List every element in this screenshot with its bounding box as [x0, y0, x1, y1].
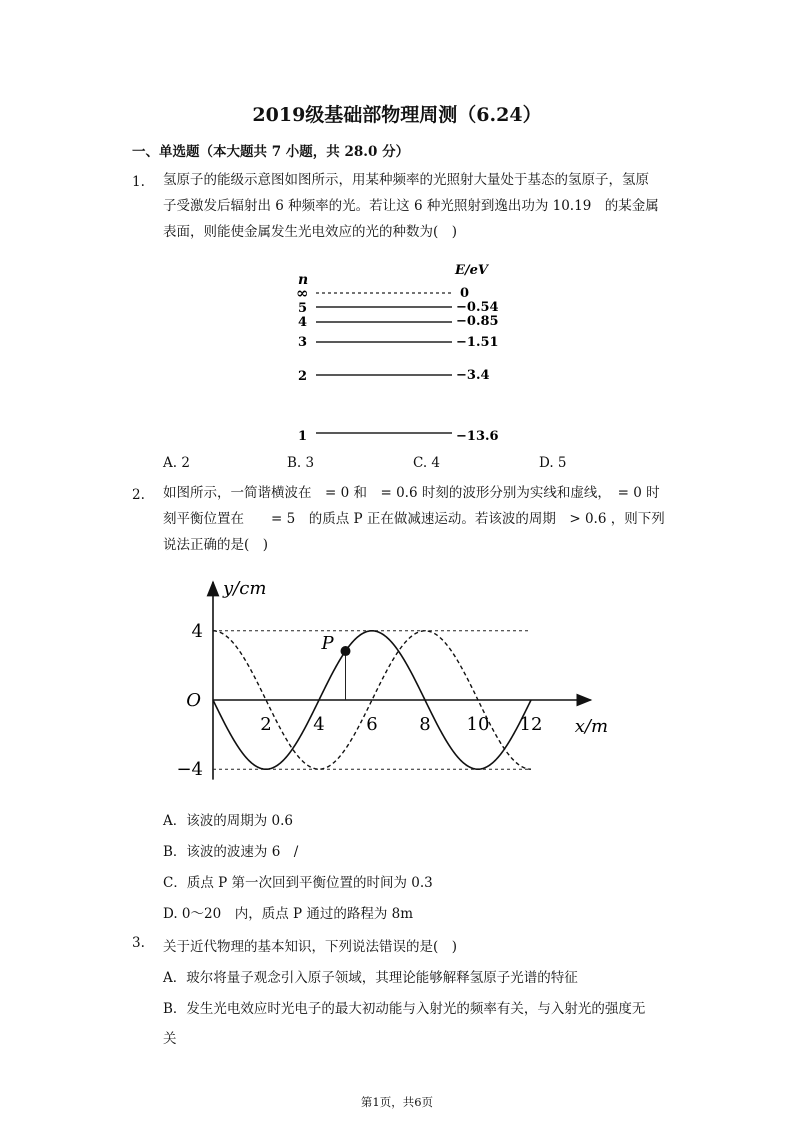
level-n-3: 3: [298, 335, 308, 350]
energy-level-diagram: [280, 260, 530, 450]
question-1-line-2: 子受激发后辐射出 6 种频率的光。若让这 6 种光照射到逸出功为 10.19 的某金属: [163, 198, 659, 214]
question-1-line-1: 氢原子的能级示意图如图所示，用某种频率的光照射大量处于基态的氢原子，氢原: [163, 172, 649, 188]
x-tick-label-8: 8: [419, 714, 431, 735]
q1-option-c: C. 4: [413, 455, 441, 471]
wave-chart: [176, 570, 620, 805]
level-e-1: −13.6: [456, 429, 499, 444]
page-title: 2019级基础部物理周测（6.24）: [252, 104, 542, 126]
level-n-5: 5: [298, 301, 308, 316]
section-heading: 一、单选题（本大题共 7 小题，共 28.0 分）: [132, 144, 410, 160]
q1-option-d: D. 5: [539, 455, 567, 471]
question-2-number: 2.: [132, 487, 145, 503]
point-p-marker: [341, 646, 351, 656]
level-e-5: −0.54: [456, 300, 499, 315]
question-2-line-2: 刻平衡位置在 = 5 的质点 P 正在做减速运动。若该波的周期 > 0.6 ，则下列: [163, 511, 665, 527]
y-tick-label-1: −4: [176, 759, 203, 781]
x-tick-label-6: 6: [366, 714, 378, 735]
q3-option-b-line-2: 关: [163, 1031, 177, 1047]
question-2-line-1: 如图所示，一简谐横波在 = 0 和 = 0.6 时刻的波形分别为实线和虚线， = 0 时: [163, 485, 660, 501]
q3-option-b-line-1: B．发生光电效应时光电子的最大初动能与入射光的频率有关，与入射光的强度无: [163, 1001, 646, 1017]
question-1-number: 1.: [132, 174, 145, 190]
question-1-stem: [163, 167, 659, 245]
question-2-line-3: 说法正确的是( ): [163, 537, 269, 553]
level-n-2: 2: [298, 369, 308, 384]
level-e-infinity: 0: [460, 286, 470, 301]
q1-option-a: A. 2: [163, 455, 190, 471]
q2-option-a: A．该波的周期为 0.6: [163, 813, 294, 829]
q2-option-d: D. 0～20 内，质点 P 通过的路程为 8m: [163, 906, 414, 922]
page-footer: 第1页，共6页: [360, 1095, 434, 1109]
x-tick-label-10: 10: [466, 714, 490, 735]
q1-option-b: B. 3: [287, 455, 315, 471]
q2-option-b: B．该波的波速为 6 /: [163, 844, 299, 860]
level-e-3: −1.51: [456, 335, 499, 350]
x-tick-label-4: 4: [313, 714, 325, 735]
energy-axis-label: E/eV: [455, 263, 489, 278]
x-tick-label-2: 2: [260, 714, 272, 735]
origin-label: O: [186, 690, 201, 711]
level-n-4: 4: [298, 315, 308, 330]
y-axis-label: y/cm: [223, 578, 267, 599]
question-3-number: 3.: [132, 935, 145, 951]
x-tick-label-12: 12: [519, 714, 543, 735]
q2-option-c: C．质点 P 第一次回到平衡位置的时间为 0.3: [163, 875, 433, 891]
q3-option-a: A．玻尔将量子观念引入原子领域，其理论能够解释氢原子光谱的特征: [163, 970, 578, 986]
level-e-4: −0.85: [456, 314, 499, 329]
level-n-infinity: ∞: [296, 284, 309, 302]
n-axis-label: n: [298, 272, 309, 288]
question-2-stem: [163, 480, 665, 558]
question-1-line-3: 表面，则能使金属发生光电效应的光的种数为( ): [163, 224, 458, 240]
level-e-2: −3.4: [456, 368, 490, 383]
y-tick-label-0: 4: [191, 620, 203, 642]
question-3-stem: 关于近代物理的基本知识，下列说法错误的是( ): [163, 939, 458, 955]
x-axis-label: x/m: [574, 716, 609, 737]
level-n-1: 1: [298, 429, 308, 444]
point-p-label: P: [321, 633, 334, 655]
